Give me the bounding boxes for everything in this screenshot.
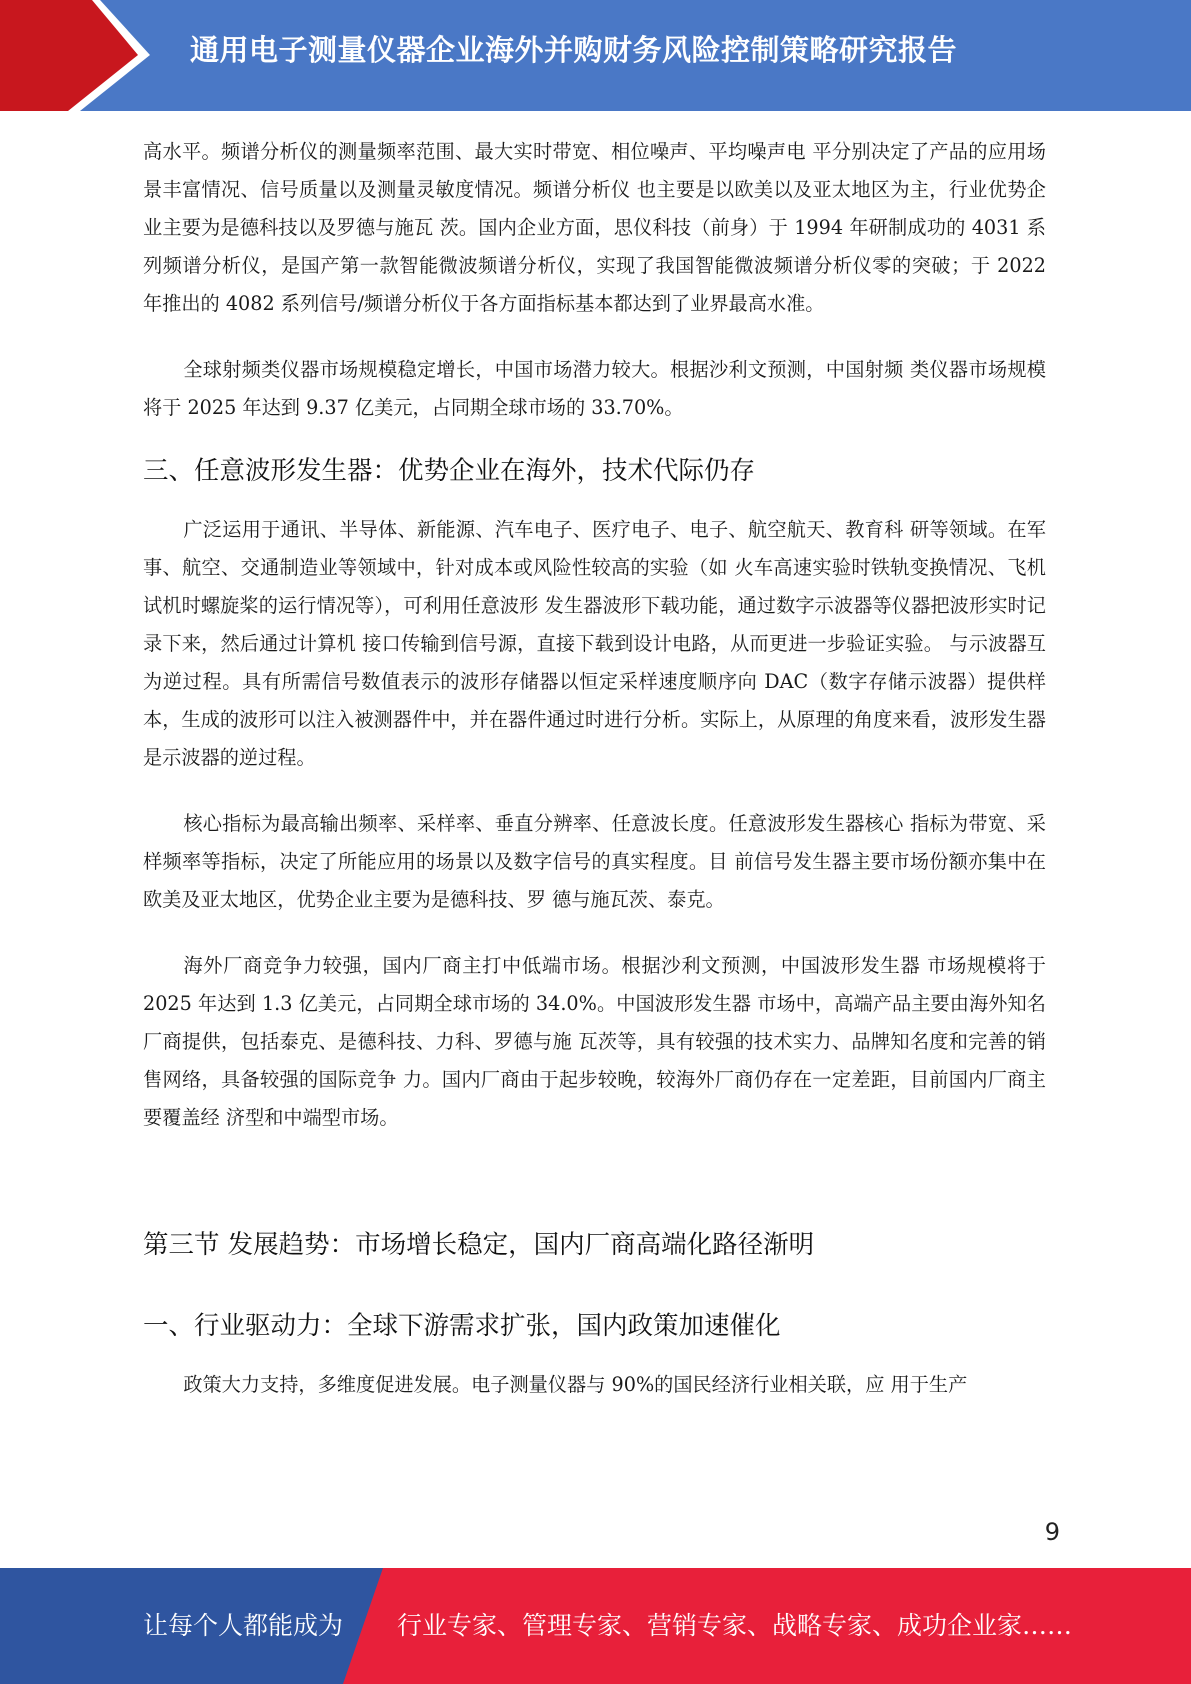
section-heading-drivers: 一、行业驱动力：全球下游需求扩张，国内政策加速催化 [143, 1311, 781, 1341]
paragraph-awg-competition: 海外厂商竞争力较强，国内厂商主打中低端市场。根据沙利文预测，中国波形发生器 市场规模将于 2025 年达到 1.3 亿美元，占同期全球市场的 34.0%。中国波形发生器 市场中，高端产品主要由海外知名厂商提供，包括泰克、是德科技、力科、罗德与施 瓦茨等，具有较强的技术实力、品牌知名度和完善的销售网络，具备较强的国际竞争 力。国内厂商由于起步较晚，较海外厂商仍存在一定差距，目前国内厂商主要覆盖经 济型和中端型市场。 [143, 954, 1046, 1129]
page-number: 9 [1044, 1518, 1060, 1546]
paragraph-awg-indicators: 核心指标为最高输出频率、采样率、垂直分辨率、任意波长度。任意波形发生器核心 指标为带宽、采样频率等指标，决定了所能应用的场景以及数字信号的真实程度。目 前信号发生器主要市场份额亦集中在欧美及亚太地区，优势企业主要为是德科技、罗 德与施瓦茨、泰克。 [143, 812, 1046, 911]
header-red-chevron [0, 0, 150, 111]
page-footer [0, 1568, 1191, 1684]
report-title: 通用电子测量仪器企业海外并购财务风险控制策略研究报告 [190, 33, 958, 67]
paragraph-awg-applications: 广泛运用于通讯、半导体、新能源、汽车电子、医疗电子、电子、航空航天、教育科 研等领域。在军事、航空、交通制造业等领域中，针对成本或风险性较高的实验（如 火车高速实验时铁轨变换情况、飞机试机时螺旋桨的运行情况等），可利用任意波形 发生器波形下载功能，通过数字示波器等仪器把波形实时记录下来，然后通过计算机 接口传输到信号源，直接下载到设计电路，从而更进一步验证实验。 与示波器互为逆过程。具有所需信号数值表示的波形存储器以恒定采样速度顺序向 DAC（数字存储示波器）提供样本，生成的波形可以注入被测器件中，并在器件通过时进行分析。实际上，从原理的角度来看，波形发生器是示波器的逆过程。 [143, 518, 1046, 769]
paragraph-policy-support: 政策大力支持，多维度促进发展。电子测量仪器与 90%的国民经济行业相关联，应 用于生产 [183, 1373, 968, 1396]
footer-slogan-right: 行业专家、管理专家、营销专家、战略专家、成功企业家…… [397, 1611, 1073, 1640]
document-body [143, 133, 1046, 1404]
section-heading-awg: 三、任意波形发生器：优势企业在海外，技术代际仍存 [143, 456, 756, 486]
paragraph-rf-market: 全球射频类仪器市场规模稳定增长，中国市场潜力较大。根据沙利文预测，中国射频 类仪器市场规模将于 2025 年达到 9.37 亿美元，占同期全球市场的 33.70%。 [143, 358, 1046, 419]
page-header [0, 0, 1191, 111]
chapter-heading-trends: 第三节 发展趋势：市场增长稳定，国内厂商高端化路径渐明 [143, 1230, 815, 1260]
footer-slogan-left: 让每个人都能成为 [143, 1611, 344, 1640]
paragraph-spectrum-analyzer: 高水平。频谱分析仪的测量频率范围、最大实时带宽、相位噪声、平均噪声电 平分别决定了产品的应用场景丰富情况、信号质量以及测量灵敏度情况。频谱分析仪 也主要是以欧美以及亚太地区为主，行业优势企业主要为是德科技以及罗德与施瓦 茨。国内企业方面，思仪科技（前身）于 1994 年研制成功的 4031 系列频谱分析仪，是国产第一款智能微波频谱分析仪，实现了我国智能微波频谱分析仪零的突破；于 2022 年推出的 4082 系列信号/频谱分析仪于各方面指标基本都达到了业界最高水准。 [143, 140, 1046, 315]
